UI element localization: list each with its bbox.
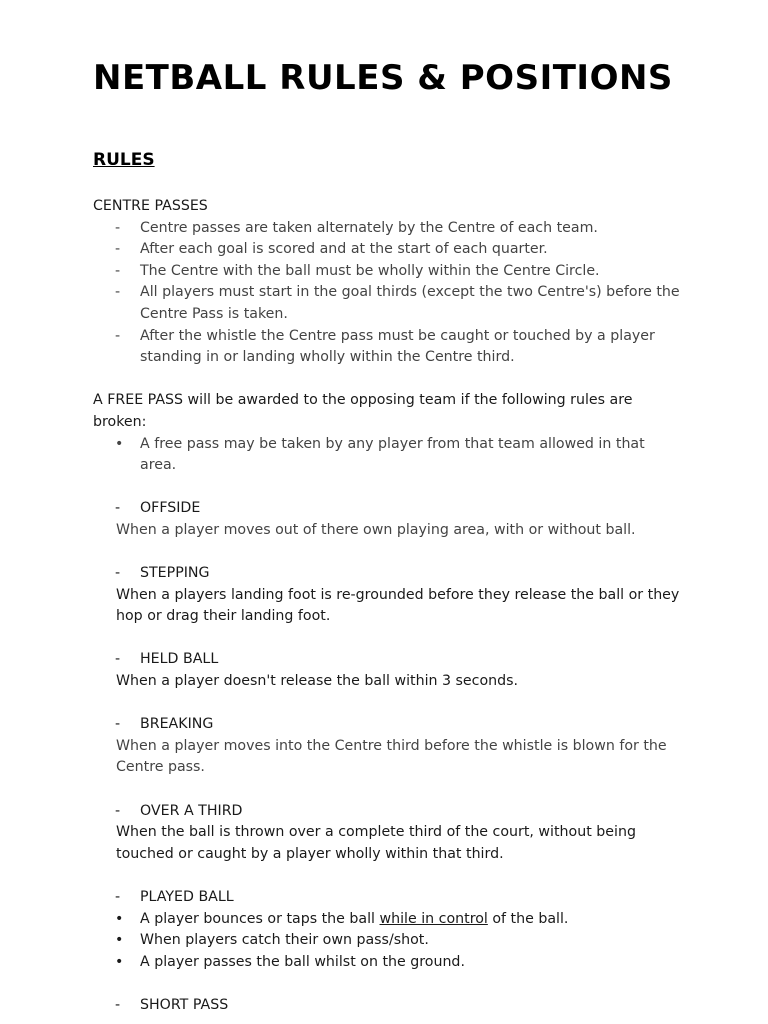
spacer: [93, 542, 683, 564]
over-a-third-text: When the ball is thrown over a complete third of the court, without being touched or caught by a player wholly within that third.: [116, 824, 636, 862]
centre-pass-item: - Centre passes are taken alternately by the Centre of each team.: [93, 218, 683, 240]
free-pass-list: [93, 434, 683, 477]
breaking-text: When a player moves into the Centre third before the whistle is blown for the Centre pass.: [116, 737, 667, 776]
short-pass-heading: - SHORT PASS: [93, 995, 683, 1017]
free-pass-bullet: • A free pass may be taken by any player from that team allowed in that area.: [93, 434, 683, 477]
over-a-third-heading: - OVER A THIRD: [93, 801, 683, 823]
played-ball-item: • When players catch their own pass/shot.: [93, 930, 683, 952]
spacer: [93, 779, 683, 801]
free-pass-intro: A FREE PASS will be awarded to the opposing team if the following rules are broken:: [93, 392, 633, 430]
stepping-text: When a players landing foot is re-grounded before they release the ball or they hop or drag their landing foot.: [116, 586, 680, 625]
centre-pass-item: - After each goal is scored and at the start of each quarter.: [93, 239, 683, 261]
rules-section-heading: RULES: [93, 150, 155, 170]
centre-pass-item: - After the whistle the Centre pass must be caught or touched by a player standing in or landing wholly within the Centre third.: [93, 326, 683, 369]
held-ball-text: When a player doesn't release the ball within 3 seconds.: [116, 673, 519, 690]
centre-pass-item: - The Centre with the ball must be wholly within the Centre Circle.: [93, 261, 683, 283]
centre-passes-list: [93, 218, 683, 369]
spacer: [93, 693, 683, 715]
stepping-heading: - STEPPING: [93, 563, 683, 585]
rules-body: [93, 196, 683, 1017]
document-title: NETBALL RULES & POSITIONS: [93, 58, 673, 98]
spacer: [93, 628, 683, 650]
centre-passes-heading: CENTRE PASSES: [93, 198, 208, 214]
centre-pass-item: - All players must start in the goal thirds (except the two Centre's) before the Centre Pass is taken.: [93, 282, 683, 325]
underlined-phrase: while in control: [379, 910, 488, 927]
played-ball-item: • A player passes the ball whilst on the ground.: [93, 952, 683, 974]
offside-text: When a player moves out of there own playing area, with or without ball.: [116, 521, 636, 538]
breaking-heading: - BREAKING: [93, 714, 683, 736]
spacer: [93, 477, 683, 499]
spacer: [93, 973, 683, 995]
played-ball-item: [93, 909, 683, 931]
held-ball-heading: - HELD BALL: [93, 649, 683, 671]
played-ball-list: [93, 909, 683, 974]
played-ball-heading: - PLAYED BALL: [93, 887, 683, 909]
offside-heading: - OFFSIDE: [93, 498, 683, 520]
played-ball-item-text: A player bounces or taps the ball: [140, 910, 380, 927]
played-ball-item-text: of the ball.: [487, 910, 569, 927]
spacer: [93, 865, 683, 887]
spacer: [93, 369, 683, 391]
